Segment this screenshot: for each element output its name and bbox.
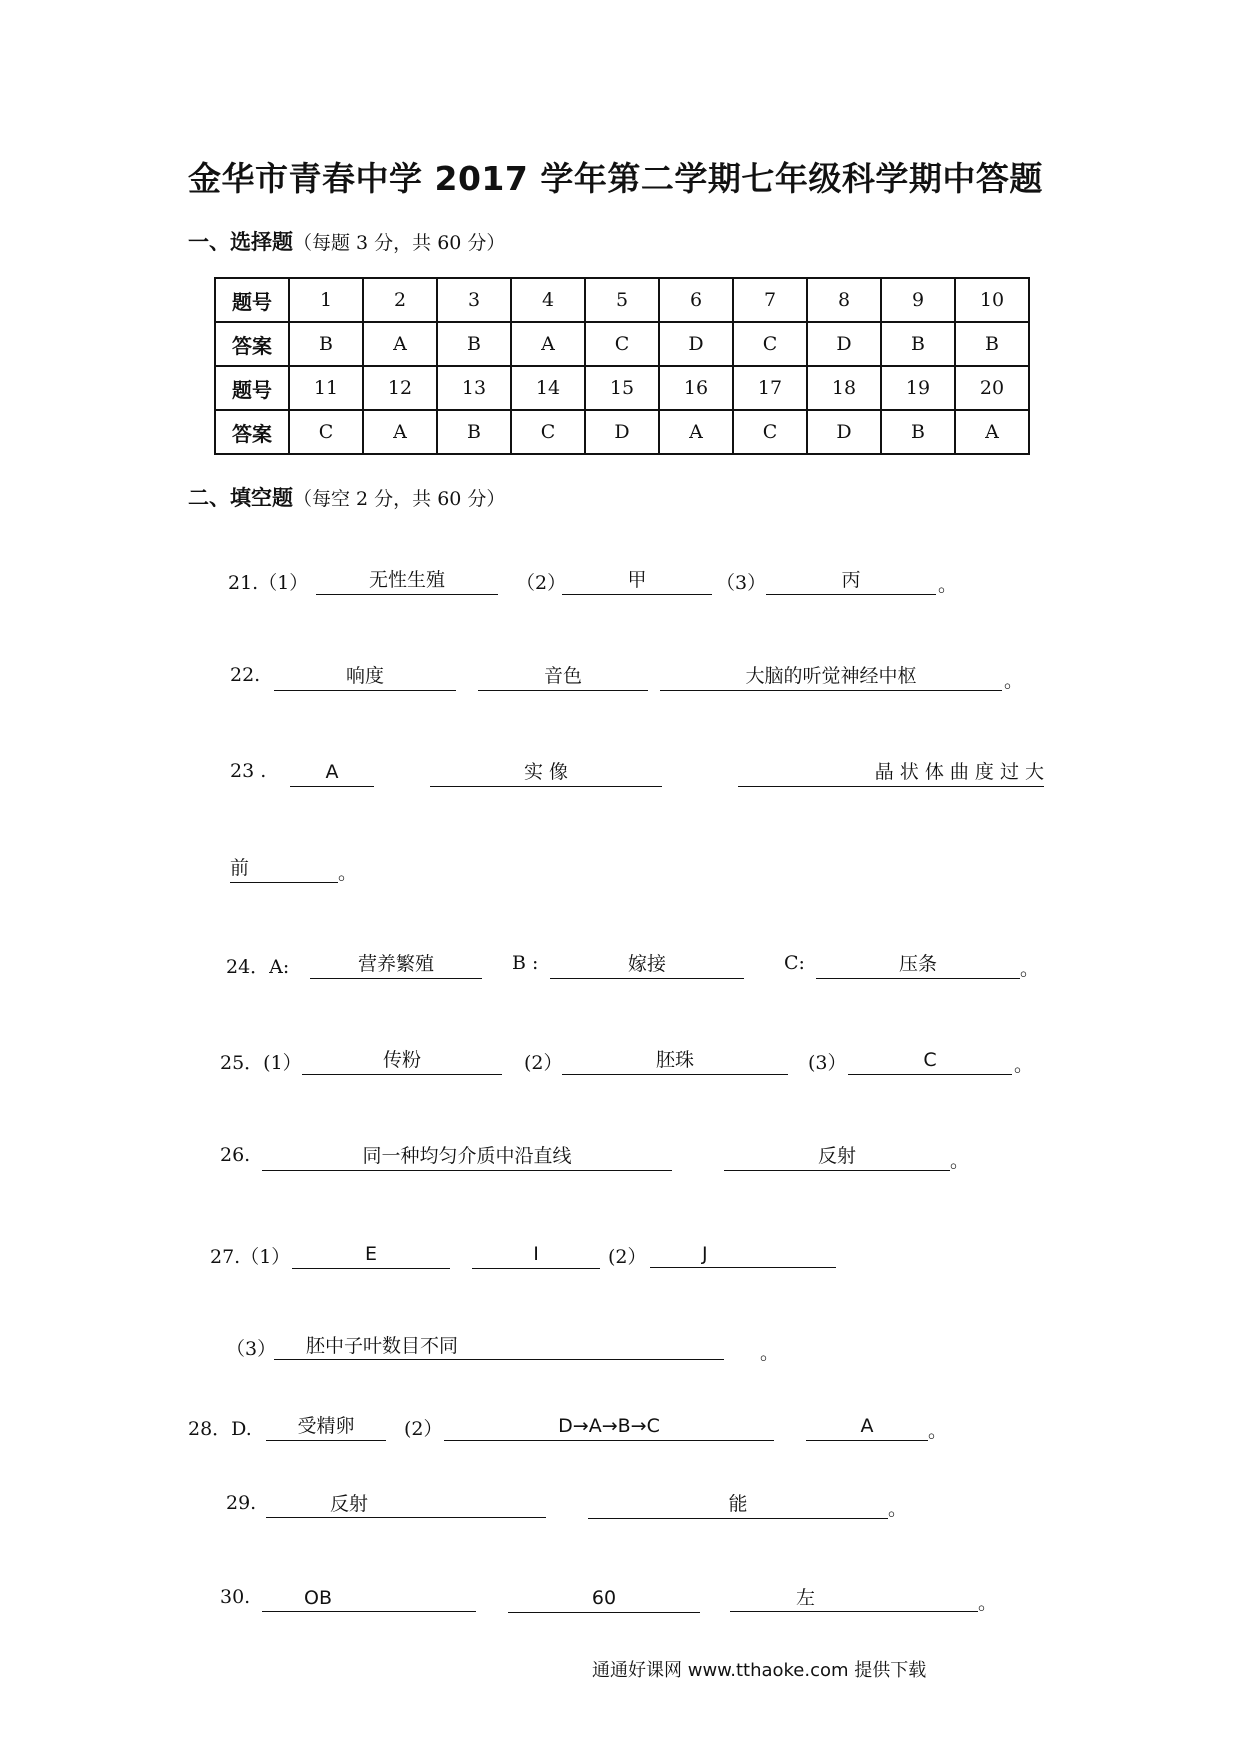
- table-cell: A: [363, 410, 437, 454]
- q23-answer-4: 前: [230, 854, 338, 883]
- q24-answer-3: 压条: [816, 950, 1020, 979]
- q29-number: 29.: [226, 1492, 257, 1514]
- table-cell: 18: [807, 366, 881, 410]
- q27-label-3: (2）: [608, 1246, 647, 1268]
- table-row-header: 答案: [215, 322, 289, 366]
- table-cell: B: [881, 410, 955, 454]
- q27-answer-2: I: [472, 1240, 600, 1269]
- q26-answer-2: 反射: [724, 1142, 950, 1171]
- table-row-header: 题号: [215, 366, 289, 410]
- q22-answer-3: 大脑的听觉神经中枢: [660, 662, 1002, 691]
- table-cell: B: [881, 322, 955, 366]
- q24-end: 。: [1020, 958, 1040, 980]
- q25-answer-1: 传粉: [302, 1046, 502, 1075]
- q28-answer-3: A: [806, 1412, 928, 1441]
- table-cell: A: [511, 322, 585, 366]
- table-cell: 14: [511, 366, 585, 410]
- q27-answer-1: E: [292, 1240, 450, 1269]
- table-cell: 16: [659, 366, 733, 410]
- table-cell: 12: [363, 366, 437, 410]
- q30-answer-3: 左: [730, 1584, 978, 1612]
- q23-answer-1: A: [290, 758, 374, 787]
- table-cell: 10: [955, 278, 1029, 322]
- table-row: [215, 366, 1029, 410]
- section-choice-note: （每题 3 分，共 60 分）: [293, 232, 506, 254]
- q24-answer-2: 嫁接: [550, 950, 744, 979]
- q21-answer-2: 甲: [562, 566, 712, 595]
- q24-answer-1: 营养繁殖: [310, 950, 482, 979]
- q25-label-3: (3）: [808, 1052, 847, 1074]
- q22-answer-2: 音色: [478, 662, 648, 691]
- table-cell: 9: [881, 278, 955, 322]
- table-cell: 4: [511, 278, 585, 322]
- q24-number: 24．A:: [226, 956, 290, 978]
- q23-end: 。: [338, 862, 358, 884]
- q28-end: 。: [928, 1420, 948, 1442]
- q24-label-3: C:: [784, 952, 805, 974]
- table-cell: B: [437, 322, 511, 366]
- section-fill-note: （每空 2 分，共 60 分）: [293, 488, 506, 510]
- table-cell: 5: [585, 278, 659, 322]
- q24-label-2: B :: [512, 952, 539, 974]
- table-cell: A: [363, 322, 437, 366]
- table-cell: D: [585, 410, 659, 454]
- q28-answer-1: 受精卵: [266, 1412, 386, 1441]
- table-cell: 15: [585, 366, 659, 410]
- q23-answer-3: 晶 状 体 曲 度 过 大: [738, 758, 1044, 787]
- q28-label-2: (2）: [404, 1418, 443, 1440]
- q21-end: 。: [938, 574, 958, 596]
- table-row: [215, 322, 1029, 366]
- table-cell: 11: [289, 366, 363, 410]
- q27-end: 。: [760, 1342, 780, 1364]
- table-cell: 1: [289, 278, 363, 322]
- table-cell: 8: [807, 278, 881, 322]
- table-cell: C: [585, 322, 659, 366]
- q27-label-4: （3）: [226, 1338, 277, 1360]
- section-fill-title: 二、填空题: [188, 486, 293, 510]
- table-row-header: 答案: [215, 410, 289, 454]
- table-cell: D: [659, 322, 733, 366]
- q21-number: 21.（1）: [228, 572, 309, 594]
- answer-table: [214, 277, 1030, 455]
- section-choice-title: 一、选择题: [188, 230, 293, 254]
- q21-answer-3: 丙: [766, 566, 936, 595]
- q23-answer-2: 实 像: [430, 758, 662, 787]
- q26-number: 26.: [220, 1144, 251, 1166]
- table-cell: D: [807, 322, 881, 366]
- q23-number: 23 .: [230, 760, 267, 782]
- q22-end: 。: [1004, 670, 1024, 692]
- q21-answer-1: 无性生殖: [316, 566, 498, 595]
- table-cell: 19: [881, 366, 955, 410]
- table-cell: B: [437, 410, 511, 454]
- table-cell: 17: [733, 366, 807, 410]
- q27-answer-4: 胚中子叶数目不同: [274, 1332, 724, 1360]
- q29-answer-1: 反射: [266, 1490, 546, 1518]
- table-cell: C: [511, 410, 585, 454]
- q21-label-2: （2）: [516, 572, 567, 594]
- q28-number: 28．D.: [188, 1418, 252, 1440]
- table-cell: 3: [437, 278, 511, 322]
- page-title: 金华市青春中学 2017 学年第二学期七年级科学期中答题: [188, 159, 1043, 198]
- table-cell: A: [659, 410, 733, 454]
- q29-answer-2: 能: [588, 1490, 888, 1519]
- section-choice-heading: [188, 226, 505, 256]
- q25-end: 。: [1014, 1054, 1034, 1076]
- q25-number: 25．(1）: [220, 1052, 302, 1074]
- table-cell: C: [733, 410, 807, 454]
- table-cell: C: [733, 322, 807, 366]
- q22-number: 22.: [230, 664, 261, 686]
- table-cell: 13: [437, 366, 511, 410]
- table-cell: 20: [955, 366, 1029, 410]
- q22-answer-1: 响度: [274, 662, 456, 691]
- q27-answer-3: J: [650, 1240, 836, 1268]
- q25-answer-3: C: [848, 1046, 1012, 1075]
- table-cell: 7: [733, 278, 807, 322]
- table-cell: B: [289, 322, 363, 366]
- table-cell: A: [955, 410, 1029, 454]
- table-cell: 6: [659, 278, 733, 322]
- q25-label-2: (2）: [524, 1052, 563, 1074]
- q30-answer-1: OB: [262, 1584, 476, 1612]
- q28-answer-2: D→A→B→C: [444, 1412, 774, 1441]
- q30-answer-2: 60: [508, 1584, 700, 1613]
- table-row: [215, 410, 1029, 454]
- table-cell: B: [955, 322, 1029, 366]
- q27-number: 27.（1）: [210, 1246, 291, 1268]
- q26-end: 。: [950, 1150, 970, 1172]
- footer-source: 通通好课网 www.tthaoke.com 提供下载: [592, 1660, 927, 1681]
- table-cell: D: [807, 410, 881, 454]
- q25-answer-2: 胚珠: [562, 1046, 788, 1075]
- q26-answer-1: 同一种均匀介质中沿直线: [262, 1142, 672, 1171]
- table-row: [215, 278, 1029, 322]
- table-cell: C: [289, 410, 363, 454]
- table-cell: 2: [363, 278, 437, 322]
- q21-label-3: （3）: [716, 572, 767, 594]
- table-row-header: 题号: [215, 278, 289, 322]
- section-fill-heading: [188, 482, 505, 512]
- q30-number: 30.: [220, 1586, 251, 1608]
- q29-end: 。: [888, 1498, 908, 1520]
- q30-end: 。: [978, 1592, 998, 1614]
